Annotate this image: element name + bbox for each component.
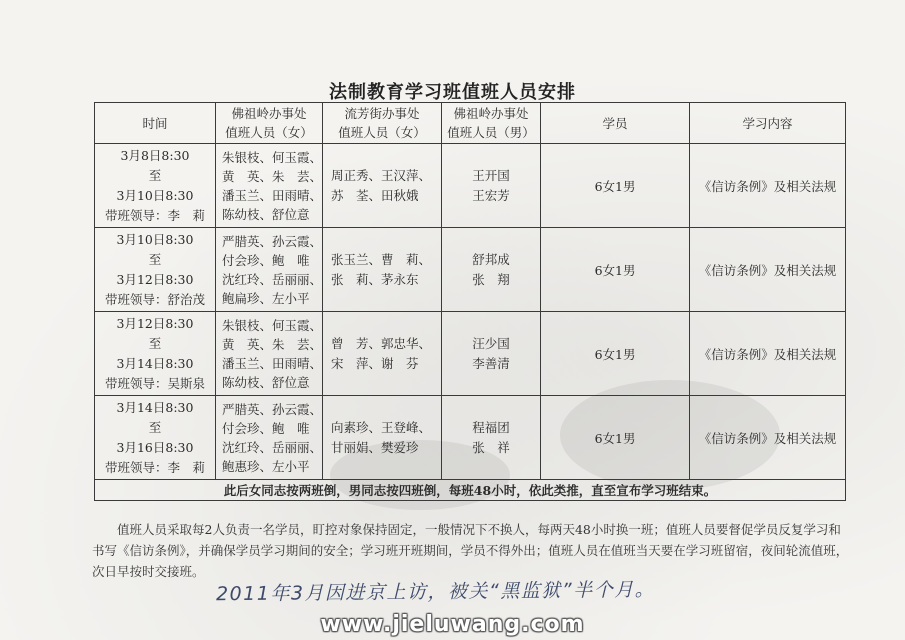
header-content: 学习内容: [690, 103, 846, 144]
header-students: 学员: [541, 103, 690, 144]
table-header-row: [95, 103, 846, 144]
cell-students: 6女1男: [541, 228, 690, 312]
table-row: [95, 396, 846, 480]
cell-liufang-female: 向素珍、王登峰、 甘丽娟、樊爱珍: [323, 396, 442, 480]
cell-time: 3月8日8:30 至 3月10日8:30 带班领导：李 莉: [95, 144, 216, 228]
table-row: [95, 312, 846, 396]
cell-students: 6女1男: [541, 144, 690, 228]
header-time: 时间: [95, 103, 216, 144]
cell-time: 3月14日8:30 至 3月16日8:30 带班领导：李 莉: [95, 396, 216, 480]
table-row: [95, 228, 846, 312]
cell-content: 《信访条例》及相关法规: [690, 144, 846, 228]
document-title: 法制教育学习班值班人员安排: [329, 82, 576, 103]
cell-fozuling-male: 王开国 王宏芳: [442, 144, 541, 228]
footer-note: 此后女同志按两班倒，男同志按四班倒，每班48小时，依此类推，直至宣布学习班结束。: [95, 480, 846, 501]
header-fozuling-female: 佛祖岭办事处 值班人员（女）: [216, 103, 323, 144]
rules-paragraph: 值班人员采取每2人负责一名学员，盯控对象保持固定，一般情况下不换人，每两天48小时换一班；值班人员要督促学员反复学习和书写《信访条例》，并确保学员学习期间的安全；学习班开班期间，学员不得外出；值班人员在值班当天要在学习班留宿，夜间轮流值班，次日早按时交接班。: [92, 522, 849, 579]
cell-students: 6女1男: [541, 396, 690, 480]
site-watermark: www.jieluwang.com: [320, 612, 585, 637]
table-row: [95, 144, 846, 228]
cell-liufang-female: 曾 芳、郭忠华、 宋 萍、谢 芬: [323, 312, 442, 396]
cell-fozuling-female: 严腊英、孙云霞、 付会珍、鲍 唯 沈红玲、岳丽丽、 鲍扁珍、左小平: [216, 228, 323, 312]
header-liufang-female: 流芳街办事处 值班人员（女）: [323, 103, 442, 144]
cell-students: 6女1男: [541, 312, 690, 396]
cell-fozuling-male: 程福团 张 祥: [442, 396, 541, 480]
cell-liufang-female: 周正秀、王汉萍、 苏 荃、田秋娥: [323, 144, 442, 228]
cell-time: 3月12日8:30 至 3月14日8:30 带班领导：吴斯泉: [95, 312, 216, 396]
cell-time: 3月10日8:30 至 3月12日8:30 带班领导：舒治茂: [95, 228, 216, 312]
table-footer-row: [95, 480, 846, 501]
cell-fozuling-male: 汪少国 李善清: [442, 312, 541, 396]
handwritten-note: 2011年3月因进京上访，被关“黑监狱”半个月。: [215, 578, 656, 606]
cell-fozuling-male: 舒邦成 张 翔: [442, 228, 541, 312]
cell-content: 《信访条例》及相关法规: [690, 312, 846, 396]
header-fozuling-male: 佛祖岭办事处 值班人员（男）: [442, 103, 541, 144]
cell-liufang-female: 张玉兰、曹 莉、 张 莉、茅永东: [323, 228, 442, 312]
cell-fozuling-female: 朱银枝、何玉霞、 黄 英、朱 芸、 潘玉兰、田雨晴、 陈幼枝、舒位意: [216, 312, 323, 396]
cell-content: 《信访条例》及相关法规: [690, 228, 846, 312]
cell-fozuling-female: 朱银枝、何玉霞、 黄 英、朱 芸、 潘玉兰、田雨晴、 陈幼枝、舒位意: [216, 144, 323, 228]
cell-content: 《信访条例》及相关法规: [690, 396, 846, 480]
duty-roster-table: [94, 102, 846, 501]
cell-fozuling-female: 严腊英、孙云霞、 付会珍、鲍 唯 沈红玲、岳丽丽、 鲍惠珍、左小平: [216, 396, 323, 480]
